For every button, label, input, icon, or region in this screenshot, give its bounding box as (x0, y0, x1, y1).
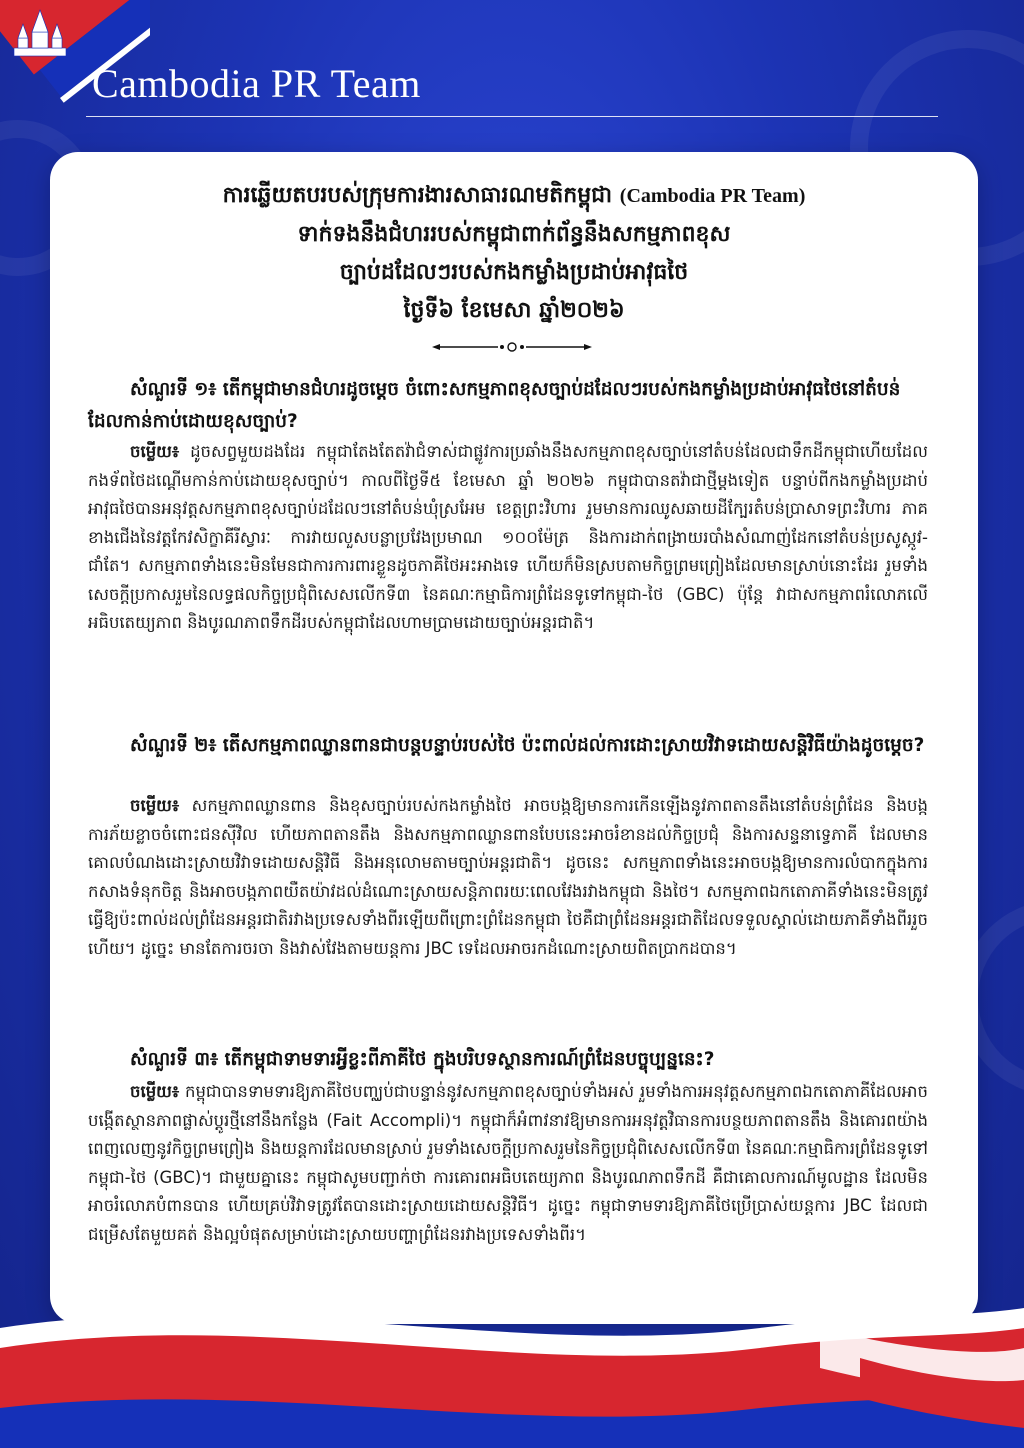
answer-3-text: កម្ពុជាបានទាមទារឱ្យភាគីថៃបញ្ឈប់ជាបន្ទាន់នូវសកម្មភាពខុសច្បាប់ទាំងអស់ រួមទាំងការអនុវត្តសកម្មភាពឯកតោភាគីដែលអាចបង្កើតស្ថានភាពផ្លាស់ប្តូរថ្មីនៅនឹងកន្លែង (Fait Accompli)។ កម្ពុជាក៏អំពាវនាវឱ្យមានការអនុវត្តវិធានការបន្ថយភាពតានតឹង និងគោរពយ៉ាងពេញលេញនូវកិច្ចព្រមព្រៀង និងយន្តការដែលមានស្រាប់ រួមទាំងសេចក្តីប្រកាសរួមនៃកិច្ចប្រជុំពិសេសលើកទី៣ នៃគណៈកម្មាធិការព្រំដែនទូទៅកម្ពុជា-ថៃ (GBC)។ ជាមួយគ្នានេះ កម្ពុជាសូមបញ្ជាក់ថា ការគោរពអធិបតេយ្យភាព និងបូរណភាពទឹកដី គឺជាគោលការណ៍មូលដ្ឋាន ដែលមិនអាចរំលោភបំពានបាន ហើយគ្រប់វិវាទត្រូវតែបានដោះស្រាយដោយសន្តិវិធី។ ដូច្នេះ កម្ពុជាទាមទារឱ្យភាគីថៃប្រើប្រាស់យន្តការ JBC ដែលជាជម្រើសតែមួយគត់ និងល្អបំផុតសម្រាប់ដោះស្រាយបញ្ហាព្រំដែនរវាងប្រទេសទាំងពីរ។ (88, 1082, 928, 1244)
question-3: សំណួរទី ៣៖ តើកម្ពុជាទាមទារអ្វីខ្លះពីភាគីថៃ ក្នុងបរិបទស្ថានការណ៍ព្រំដែនបច្ចុប្បន្ននេះ? (130, 1049, 715, 1070)
title-line-1 (60, 176, 968, 215)
question-2: សំណួរទី ២៖ តើសកម្មភាពឈ្លានពានជាបន្តបន្ទាប់របស់ថៃ ប៉ះពាល់ដល់ការដោះស្រាយវិវាទដោយសន្តិវិធីយ៉ាងដូចម្តេច? (130, 735, 925, 756)
title-line-2: ទាក់ទងនឹងជំហររបស់កម្ពុជាពាក់ព័ន្ធនឹងសកម្មភាពខុស (297, 221, 731, 247)
answer-1-text: ដូចសព្វមួយដងដែរ កម្ពុជាតែងតែតវ៉ាជំទាស់ជាផ្លូវការប្រឆាំងនឹងសកម្មភាពខុសច្បាប់នៅតំបន់ដែលជាទឹកដីកម្ពុជាហើយដែលកងទ័ពថៃដណ្តើមកាន់កាប់ដោយខុសច្បាប់។ កាលពីថ្ងៃទី៥ ខែមេសា ឆ្នាំ ២០២៦ កម្ពុជាបានតវ៉ាជាថ្មីម្តងទៀត បន្ទាប់ពីកងកម្លាំងប្រដាប់អាវុធថៃបានអនុវត្តសកម្មភាពខុសច្បាប់ដដែលៗនៅតំបន់ឃុំស្រអែម ខេត្តព្រះវិហារ រួមមានការឈូសឆាយដីក្បែរតំបន់ប្រាសាទព្រះវិហារ ភាគខាងជើងនៃវត្តកែវសិក្ខាគីរីស្វារៈ ការវាយលួសបន្លាប្រវែងប្រមាណ ១០០ម៉ែត្រ និងការដាក់ពង្រាយរបាំងសំណាញ់ដែកនៅតំបន់ប្រសូស្កូវ-ជាំតែ។ សកម្មភាពទាំងនេះមិនមែនជាការការពារខ្លួនដូចភាគីថៃអះអាងទេ ហើយក៏មិនស្របតាមកិច្ចព្រមព្រៀងដែលមានស្រាប់នោះដែរ រួមទាំងសេចក្តីប្រកាសរួមនៃលទ្ធផលកិច្ចប្រជុំពិសេសលើកទី៣ នៃគណៈកម្មាធិការព្រំដែនទូទៅកម្ពុជា-ថៃ (GBC) ប៉ុន្តែ វាជាសកម្មភាពរំលោភលើអធិបតេយ្យភាព និងបូរណភាពទឹកដីរបស់កម្ពុជាដែលហាមប្រាមដោយច្បាប់អន្តរជាតិ។ (88, 442, 928, 632)
answer-1-lead: ចម្លើយ៖ (130, 442, 180, 461)
title-line-1-khmer: ការឆ្លើយតបរបស់ក្រុមការងារសាធារណមតិកម្ពុជា (222, 182, 613, 208)
answer-2 (88, 792, 928, 963)
answer-2-lead: ចម្លើយ៖ (130, 796, 180, 815)
header-title: Cambodia PR Team (92, 61, 421, 106)
ornament-divider-icon (432, 340, 592, 354)
document-title (60, 176, 968, 329)
answer-3 (88, 1078, 928, 1249)
answer-1 (88, 438, 928, 638)
header-divider (86, 116, 938, 117)
angkor-temple-icon (8, 4, 72, 68)
question-1: សំណួរទី ១៖ តើកម្ពុជាមានជំហរដូចម្តេច ចំពោះសកម្មភាពខុសច្បាប់ដដែលៗរបស់កងកម្លាំងប្រដាប់អាវុធថៃនៅតំបន់ដែលកាន់កាប់ដោយខុសច្បាប់? (88, 379, 901, 432)
answer-2-text: សកម្មភាពឈ្លានពាន និងខុសច្បាប់របស់កងកម្លាំងថៃ អាចបង្កឱ្យមានការកើនឡើងនូវភាពតានតឹងនៅតំបន់ព្រំដែន និងបង្កការភ័យខ្លាចចំពោះជនស៊ីវិល ហើយភាពតានតឹង និងសកម្មភាពឈ្លានពានបែបនេះអាចរំខានដល់កិច្ចប្រជុំ និងការសន្ទនាទ្វេភាគី ដែលមានគោលបំណងដោះស្រាយវិវាទដោយសន្តិវិធី និងអនុលោមតាមច្បាប់អន្តរជាតិ។ ដូចនេះ សកម្មភាពទាំងនេះអាចបង្កឱ្យមានការលំបាកក្នុងការកសាងទំនុកចិត្ត និងអាចបង្កភាពយឺតយ៉ាវដល់ដំណោះស្រាយសន្តិភាពរយៈពេលវែងរវាងកម្ពុជា និងថៃ។ សកម្មភាពឯកតោភាគីទាំងនេះមិនត្រូវធ្វើឱ្យប៉ះពាល់ដល់ព្រំដែនអន្តរជាតិរវាងប្រទេសទាំងពីរឡើយពីព្រោះព្រំដែនកម្ពុជា ថៃគឺជាព្រំដែនអន្តរជាតិដែលទទួលស្គាល់ដោយភាគីទាំងពីររួចហើយ។ ដូច្នេះ មានតែការចរចា និងវាស់វែងតាមយន្តការ JBC ទេដែលអាចរកដំណោះស្រាយពិតប្រាកដបាន។ (88, 796, 928, 958)
title-line-1-latin: (Cambodia PR Team) (619, 185, 806, 207)
title-line-3: ច្បាប់ដដែលៗរបស់កងកម្លាំងប្រដាប់អាវុធថៃ (339, 259, 689, 285)
title-date: ថ្ងៃទី៦ ខែមេសា ឆ្នាំ២០២៦ (403, 297, 625, 323)
flag-wave-footer (0, 1288, 1024, 1448)
answer-3-lead: ចម្លើយ៖ (130, 1082, 180, 1101)
